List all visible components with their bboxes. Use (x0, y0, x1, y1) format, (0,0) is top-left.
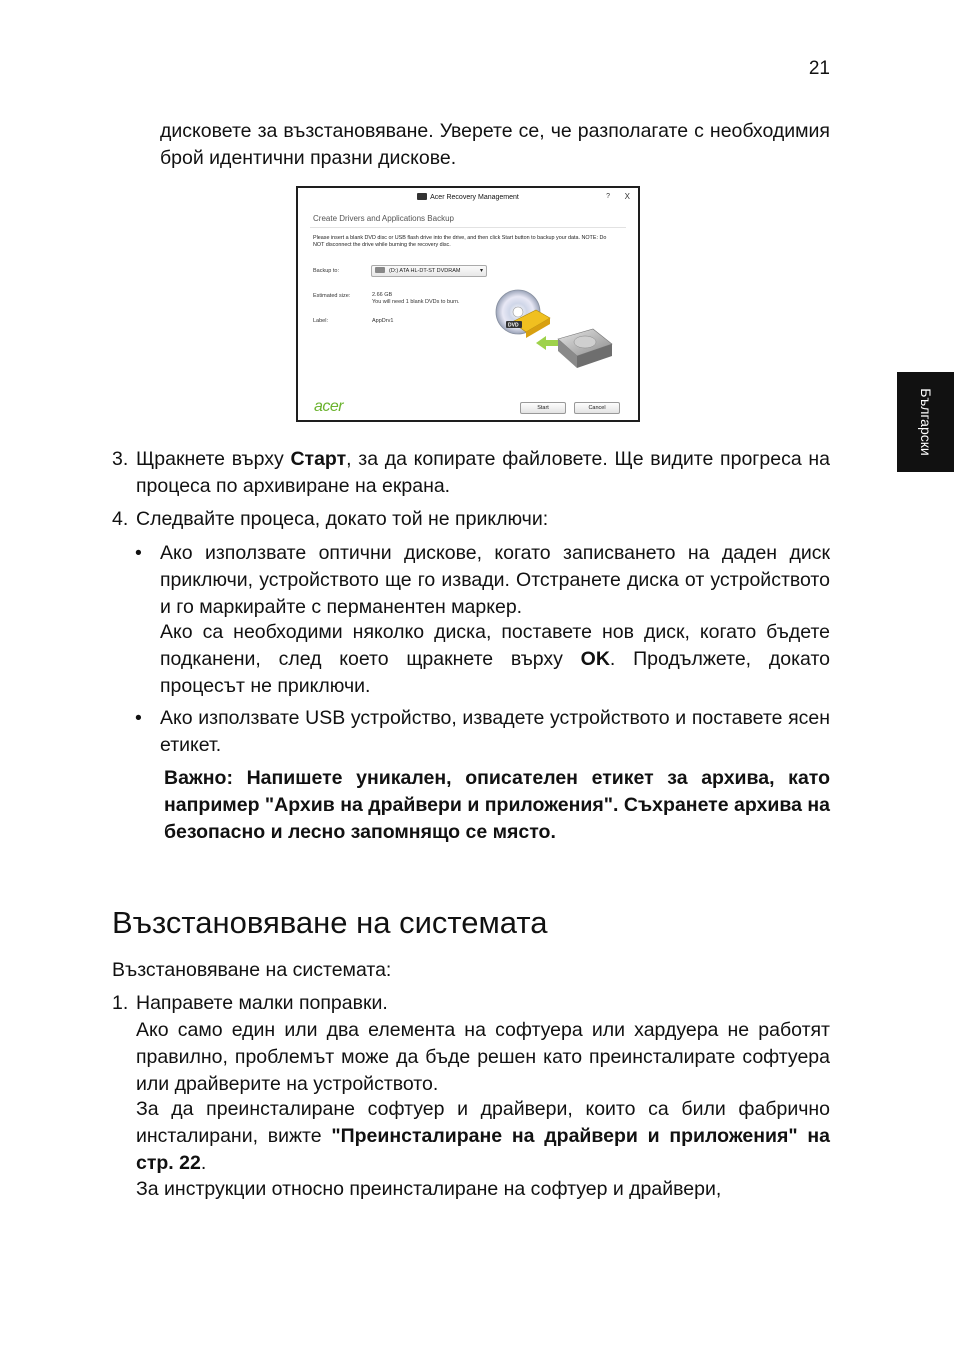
restore-paragraph-2: За да преинсталиране софтуер и драйвери, които са били фабрично инсталирани, вижте "Преинсталиране на драйвери и приложения" на стр. 22. (136, 1098, 830, 1174)
bullet-text: Ако използвате USB устройство, извадете устройството и поставете ясен етикет. (160, 707, 830, 756)
ok-emphasis: OK (580, 648, 610, 670)
intro-paragraph: дисковете за възстановяване. Уверете се, че разполагате с необходимия брой идентични празни дискове. (160, 120, 830, 169)
restore-paragraph-3: За инструкции относно преинсталиране на софтуер и драйвери, (136, 1178, 722, 1200)
bullet-text: Ако използвате оптични дискове, когато записването на даден диск приключи, устройството ще го извади. Отстранете диска от устройството и го маркирайте с перманентен маркер. (160, 542, 830, 618)
language-label: Български (917, 388, 934, 456)
help-button[interactable]: ? (606, 193, 610, 200)
page-number: 21 (808, 58, 830, 79)
estimated-size-label: Estimated size: (313, 293, 351, 299)
start-button[interactable]: Start (520, 402, 566, 414)
chevron-down-icon: ▾ (479, 268, 483, 274)
recovery-screenshot (296, 186, 640, 422)
bullet-optical (135, 540, 830, 621)
divider (310, 227, 626, 228)
restore-paragraph-1: Ако само един или два елемента на софтуера или хардуера не работят правилно, проблемът може да бъде решен като преинсталирате софтуера или драйверите на устройството. (136, 1019, 830, 1095)
backup-to-value: (D:) ATA HL-DT-ST DVDRAM (389, 268, 461, 274)
window-title (298, 193, 638, 201)
backup-illustration (488, 284, 618, 379)
estimated-size-value (372, 292, 460, 306)
drive-icon (375, 267, 385, 273)
step-number: 3. (112, 448, 129, 470)
step-text: Следвайте процеса, докато той не приключи: (136, 508, 549, 530)
section-lead: Възстановяване на системата: (112, 959, 392, 981)
estimated-size-note: You will need 1 blank DVDs to burn. (372, 299, 460, 305)
section-title: Create Drivers and Applications Backup (313, 214, 454, 223)
step-3 (112, 446, 830, 500)
cross-reference-link[interactable]: "Преинсталиране на драйвери и приложения" на стр. 22 (136, 1125, 830, 1174)
cancel-button[interactable]: Cancel (574, 402, 620, 414)
backup-to-select[interactable] (371, 265, 487, 277)
window-footer (298, 398, 638, 420)
backup-to-label: Backup to: (313, 268, 339, 274)
bullet-marker: • (135, 542, 142, 564)
window-title-text: Acer Recovery Management (430, 194, 519, 201)
important-note: Важно: Напишете уникален, описателен етикет за архива, като например "Архив на драйвери и приложения". Съхранете архива на безопасно и лесно запомнящо се място. (164, 767, 830, 843)
dvd-badge: DVD (508, 322, 519, 329)
bullet-marker: • (135, 707, 142, 729)
window-titlebar (298, 188, 638, 208)
instructions-text: Please insert a blank DVD disc or USB flash drive into the drive, and then click Start button to backup your data. NOTE: Do NOT disconnect the drive while burning the recovery disc. (313, 235, 607, 248)
step-number: 1. (112, 992, 129, 1014)
step-4 (112, 506, 830, 533)
section-heading: Възстановяване на системата (112, 905, 548, 940)
hard-drive-icon (558, 329, 612, 368)
step-text: Щракнете върху Старт, за да копирате файловете. Ще видите прогреса на процеса по архивиране на екрана. (136, 448, 831, 497)
label-value: AppDrv1 (372, 318, 394, 324)
label-label: Label: (313, 318, 328, 324)
step-text: Направете малки поправки. (136, 992, 388, 1014)
language-side-tab (897, 372, 954, 472)
close-button[interactable]: X (624, 192, 630, 201)
bullet-usb (135, 705, 830, 759)
app-logo-icon (417, 193, 427, 200)
start-emphasis: Старт (290, 448, 347, 470)
estimated-size-amount: 2.66 GB (372, 292, 393, 298)
acer-logo: acer (314, 398, 344, 415)
bullet-optical-continuation: Ако са необходими няколко диска, поставете нов диск, когато бъдете подканени, след което щракнете върху OK. Продължете, докато процесът не приключи. (160, 621, 830, 697)
step-number: 4. (112, 508, 129, 530)
restore-step-1 (112, 990, 830, 1017)
